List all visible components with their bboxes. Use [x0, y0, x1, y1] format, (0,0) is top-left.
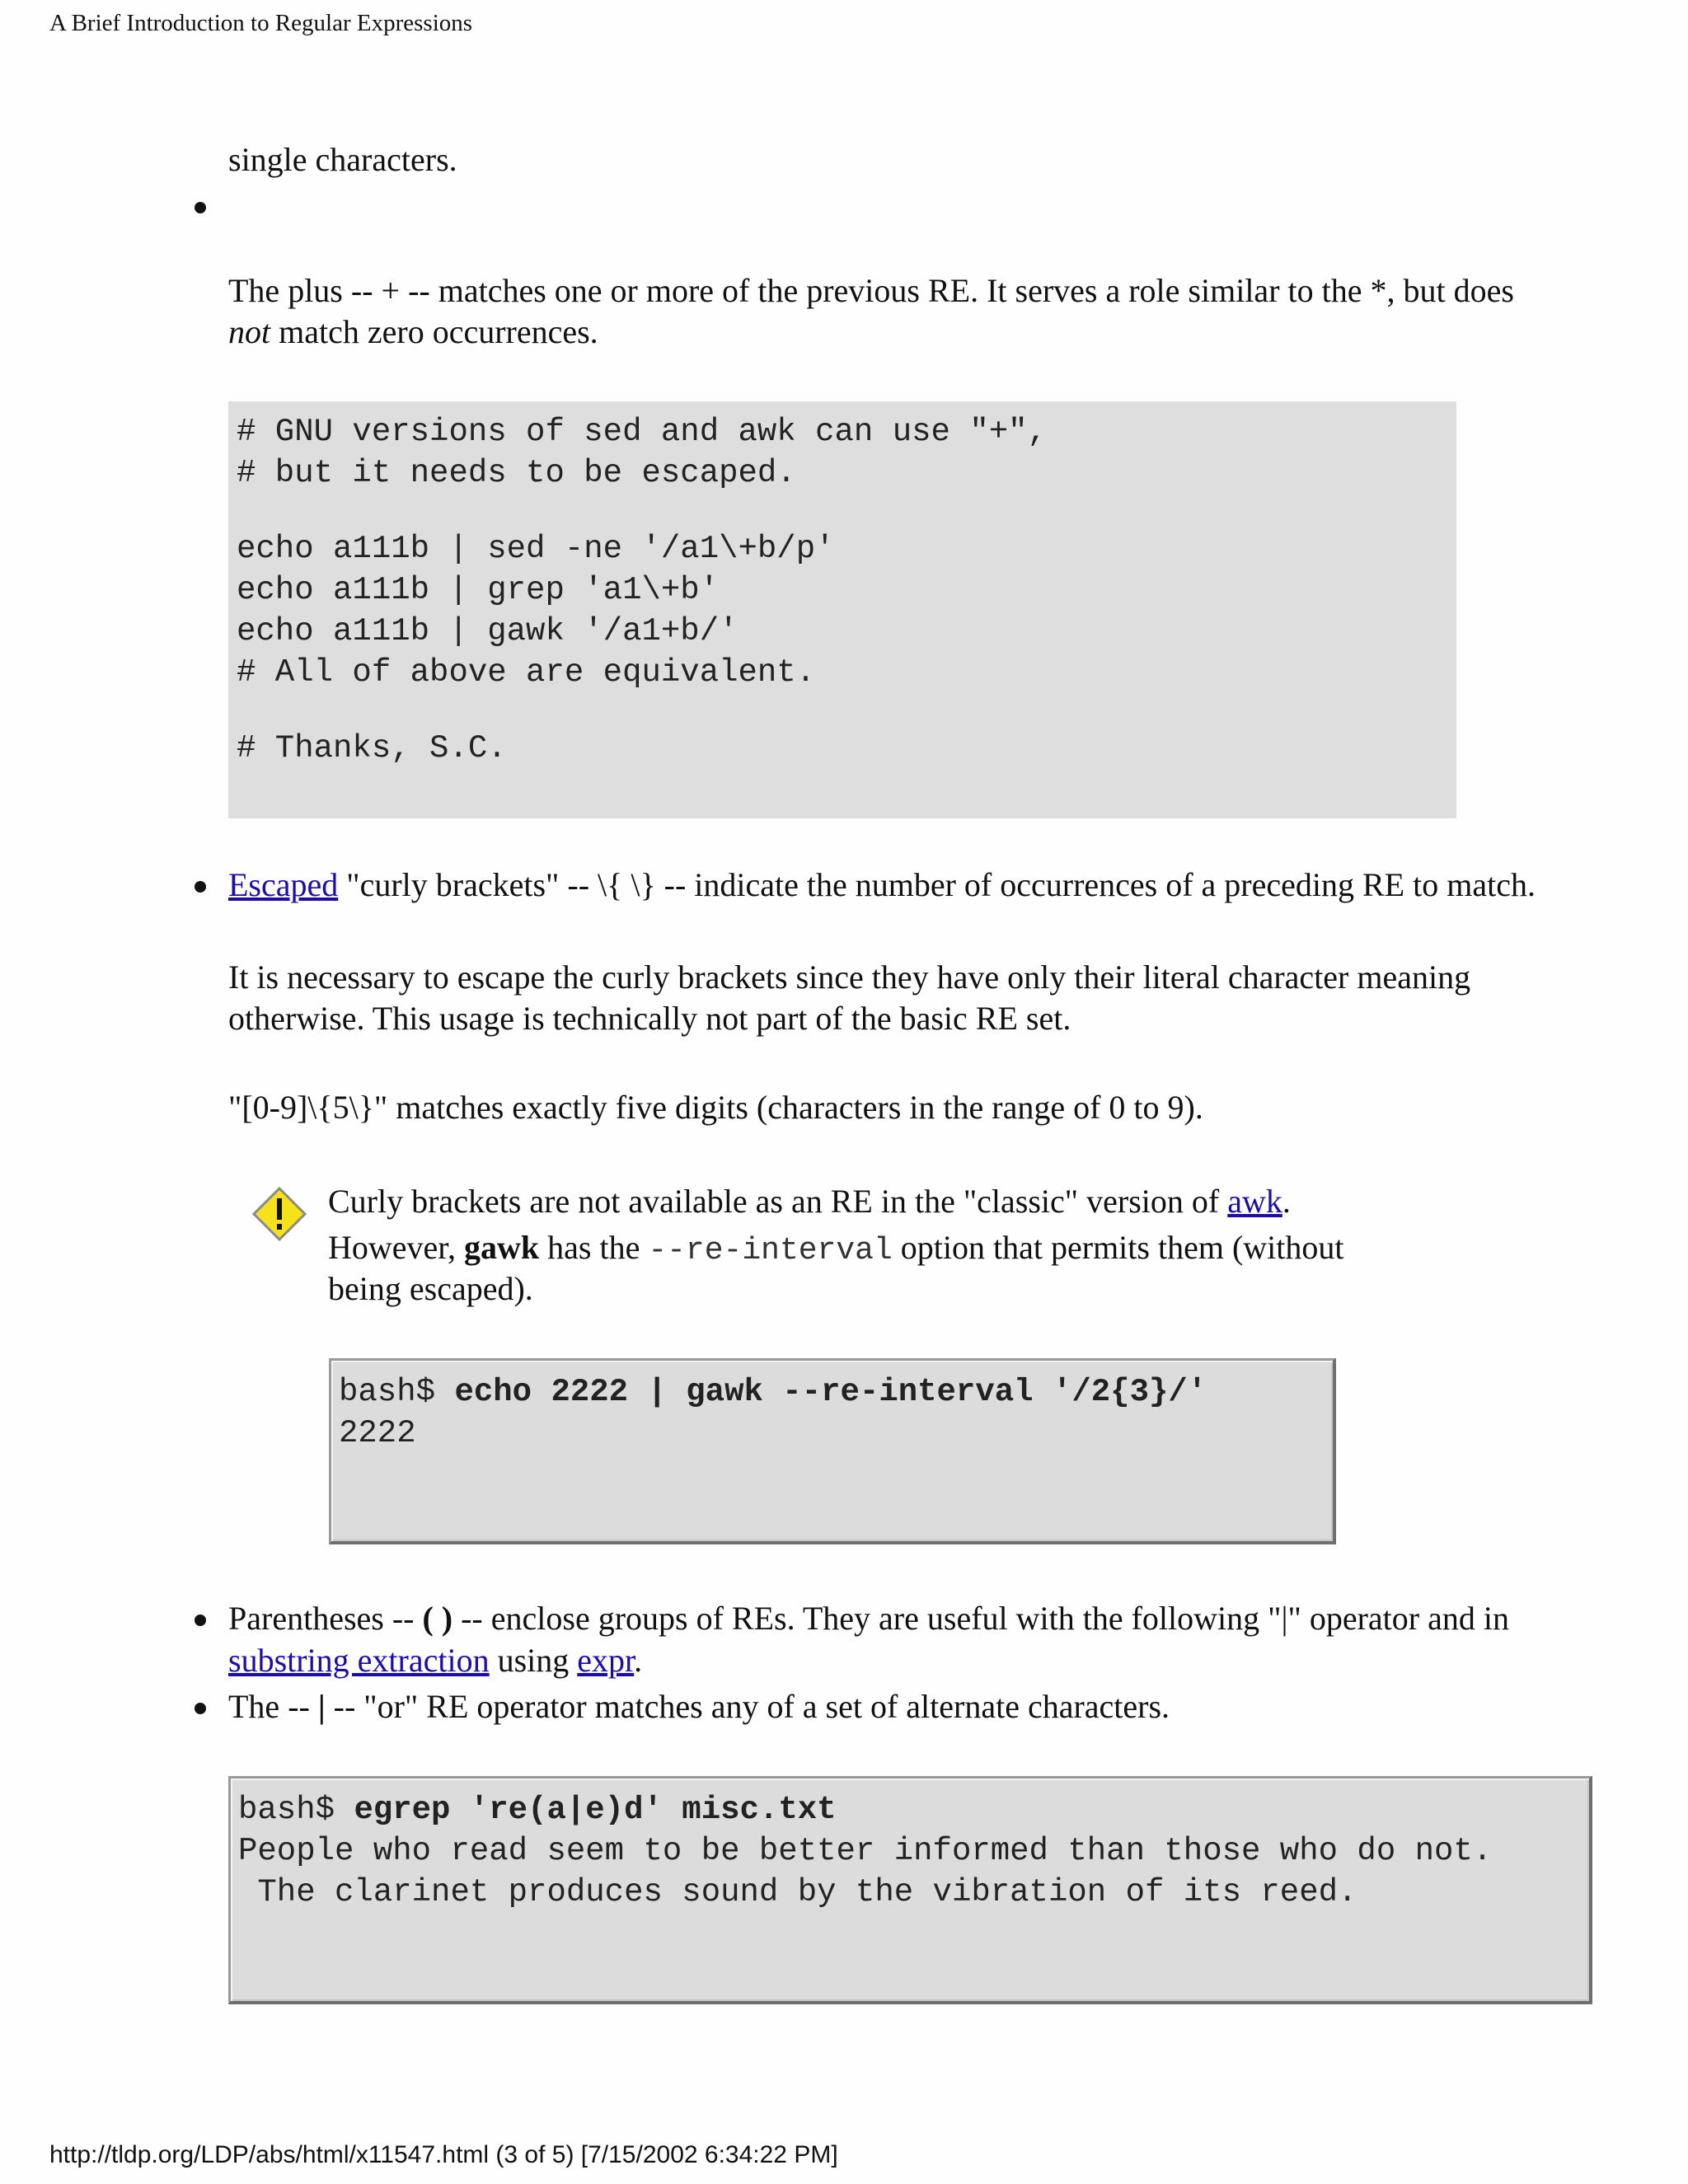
note-line1-end: . — [1282, 1183, 1291, 1220]
code-line — [237, 693, 1047, 728]
code-line: # GNU versions of sed and awk can use "+", — [237, 414, 1047, 450]
code-line: echo a111b | grep 'a1\+b' — [237, 572, 720, 608]
code-egrep-prompt: bash$ — [238, 1792, 354, 1828]
note-line2-pre: However, — [328, 1229, 464, 1266]
text-plus-line2 — [228, 311, 598, 353]
text-parens-line2 — [228, 1639, 642, 1681]
note-line2-mid: has the — [539, 1229, 649, 1266]
note-line2-post: option that permits them (without — [892, 1229, 1344, 1266]
code-gawk-output: 2222 — [339, 1415, 416, 1451]
code-block-gawk — [329, 1358, 1336, 1544]
text-plus-line1: The plus -- + -- matches one or more of the previous RE. It serves a role similar to the *, but does — [228, 272, 1514, 309]
code-line: # but it needs to be escaped. — [237, 455, 796, 491]
bullet-parentheses — [195, 1615, 206, 1626]
bullet-or — [195, 1703, 206, 1714]
text-or-pre: The -- — [228, 1688, 318, 1725]
code-egrep-output1: People who read seem to be better informed than those who do not. — [238, 1833, 1493, 1869]
text-plus-line2-rest: match zero occurrences. — [270, 313, 598, 350]
code-egrep-command: egrep 're(a|e)d' misc.txt — [354, 1792, 837, 1828]
page-header-title: A Brief Introduction to Regular Expressions — [49, 10, 473, 36]
link-awk[interactable]: awk — [1227, 1183, 1282, 1220]
text-curly-rest: "curly brackets" -- \{ \} -- indicate the number of occurrences of a preceding RE to match. — [338, 866, 1536, 903]
code-block-gawk-line1 — [339, 1371, 1207, 1413]
note-line1 — [328, 1180, 1291, 1222]
text-parens-bold: ( ) — [422, 1600, 453, 1637]
bullet-plus — [195, 202, 206, 213]
text-single-characters: single characters. — [228, 141, 457, 178]
code-gawk-prompt: bash$ — [339, 1374, 455, 1410]
code-line: echo a111b | sed -ne '/a1\+b/p' — [237, 531, 835, 567]
text-parens-line1 — [228, 1597, 1509, 1639]
note-line2 — [328, 1226, 1344, 1272]
code-line: # All of above are equivalent. — [237, 654, 816, 691]
link-escaped[interactable]: Escaped — [228, 866, 339, 903]
text-plus-not: not — [228, 313, 271, 350]
note-re-interval-option: --re-interval — [648, 1233, 893, 1268]
text-or-bold: | — [317, 1688, 326, 1725]
code-gawk-command: echo 2222 | gawk --re-interval '/2{3}/' — [454, 1374, 1207, 1410]
note-gawk: gawk — [464, 1229, 540, 1266]
text-parens-mid: using — [489, 1642, 578, 1679]
text-curly-line — [228, 864, 1536, 906]
text-parens-pre: Parentheses -- — [228, 1600, 423, 1637]
text-curly-para1-line1: It is necessary to escape the curly brackets since they have only their literal character meaning — [228, 958, 1471, 996]
code-block-egrep — [228, 1776, 1592, 2004]
code-block-plus-lines — [237, 411, 1047, 769]
bullet-curly — [195, 881, 206, 893]
text-parens-post: -- enclose groups of REs. They are useful with the following "|" operator and in — [452, 1600, 1509, 1637]
code-line — [237, 494, 1047, 528]
text-curly-para2: "[0-9]\{5\}" matches exactly five digits (characters in the range of 0 to 9). — [228, 1089, 1203, 1126]
code-line: # Thanks, S.C. — [237, 730, 507, 766]
text-or-line — [228, 1685, 1170, 1727]
link-expr[interactable]: expr — [577, 1642, 635, 1679]
text-or-post: -- "or" RE operator matches any of a set of alternate characters. — [325, 1688, 1170, 1725]
note-line1-text: Curly brackets are not available as an RE in the "classic" version of — [328, 1183, 1228, 1220]
warning-icon — [252, 1187, 307, 1241]
code-block-egrep-line1 — [238, 1789, 837, 1830]
note-line3: being escaped). — [328, 1270, 533, 1307]
link-substring-extraction[interactable]: substring extraction — [228, 1642, 490, 1679]
page-footer-url: http://tldp.org/LDP/abs/html/x11547.html (3 of 5) [7/15/2002 6:34:22 PM] — [49, 2141, 838, 2168]
code-line: echo a111b | gawk '/a1+b/' — [237, 613, 738, 649]
text-parens-end: . — [634, 1642, 643, 1679]
code-egrep-output2: The clarinet produces sound by the vibration of its reed. — [238, 1874, 1357, 1910]
text-curly-para1-line2: otherwise. This usage is technically not part of the basic RE set. — [228, 1000, 1071, 1037]
code-block-plus — [228, 401, 1456, 818]
